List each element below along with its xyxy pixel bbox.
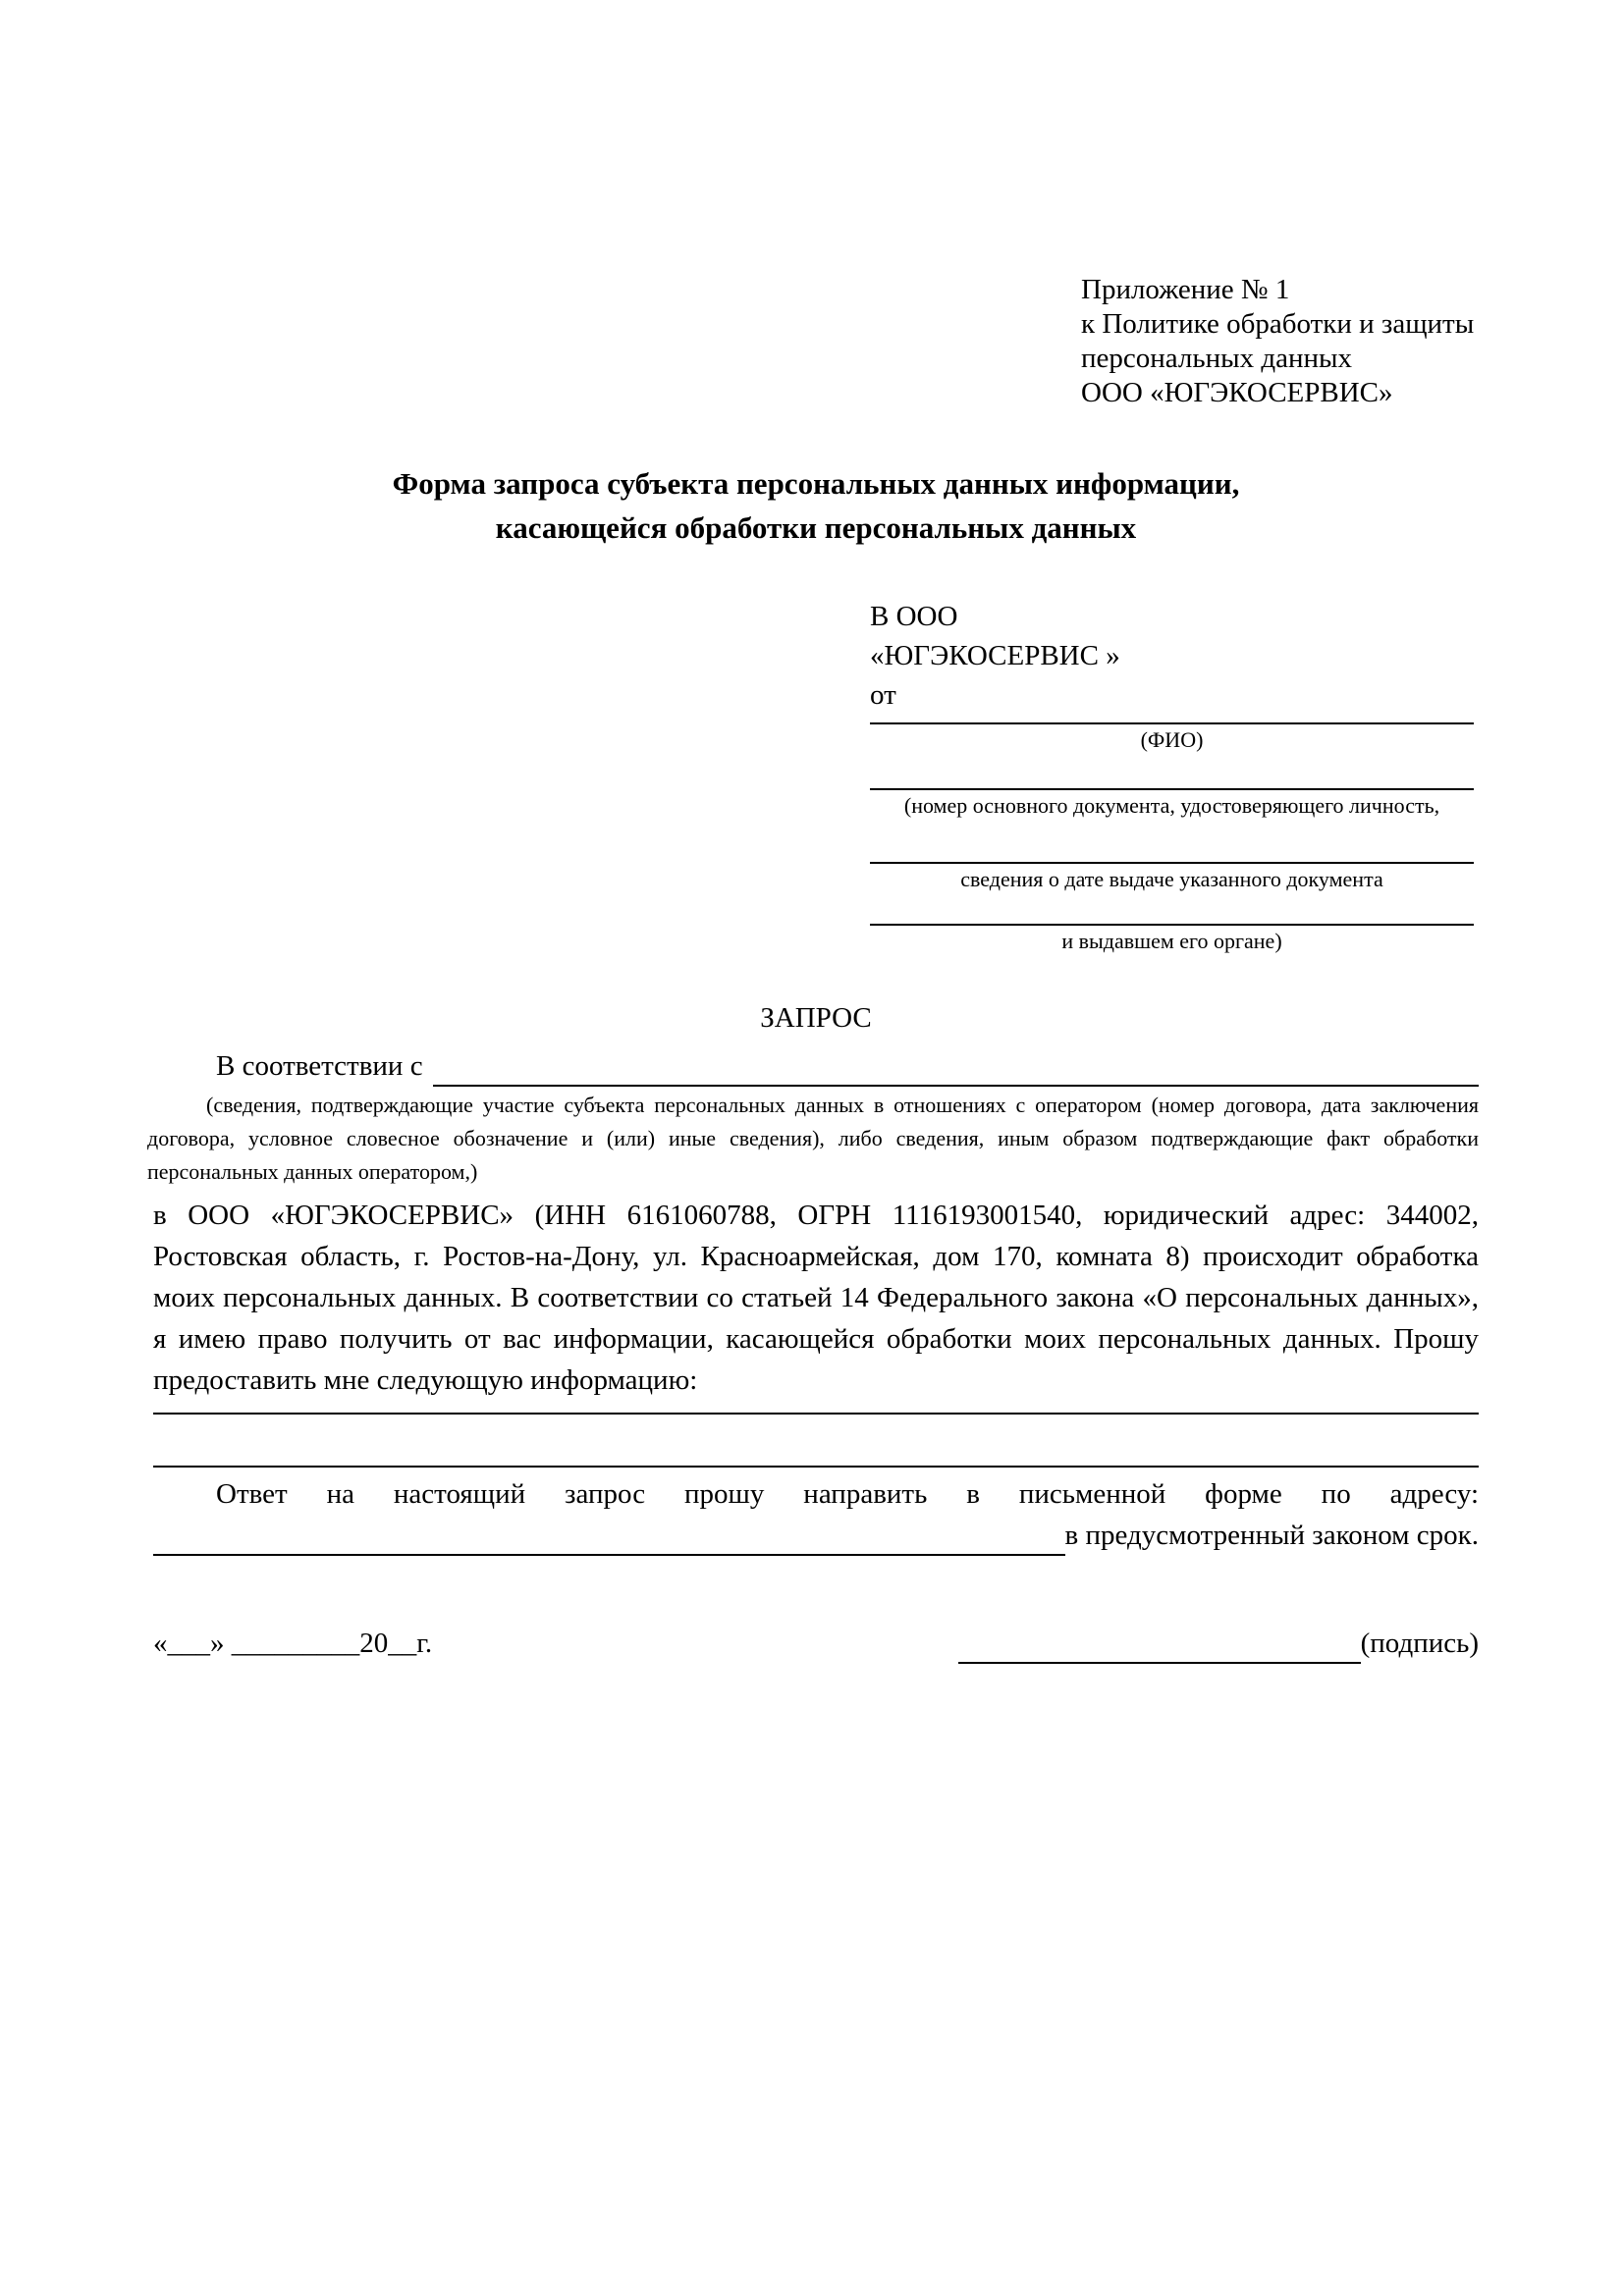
date-signature-row xyxy=(153,1623,1479,1664)
signature-caption: (подпись) xyxy=(1360,1628,1479,1659)
issue-date-blank-field[interactable] xyxy=(870,819,1474,864)
request-body-paragraph: в ООО «ЮГЭКОСЕРВИС» (ИНН 6161060788, ОГРН 1116193001540, юридический адрес: 344002, Ростовская область, г. Ростов-на-Дону, ул. Красноармейская, дом 170, комната 8) происходит обработка моих персональных данных. В соответствии со статьей 14 Федерального закона «О персональных данных», я имею право получить от вас информации, касающейся обработки моих персональных данных. Прошу предоставить мне следующую информацию: xyxy=(153,1200,1479,1396)
page-title xyxy=(153,461,1479,550)
information-blank-line-1[interactable] xyxy=(153,1401,1479,1415)
accordance-blank-field[interactable] xyxy=(433,1049,1479,1087)
information-blank-line-2[interactable] xyxy=(153,1415,1479,1468)
address-blank-field[interactable] xyxy=(153,1519,1065,1556)
address-row xyxy=(153,1515,1479,1556)
signature-group xyxy=(958,1623,1479,1664)
addressee-company-line: «ЮГЭКОСЕРВИС » xyxy=(870,640,1120,671)
answer-tail-text: в предусмотренный законом срок. xyxy=(1064,1520,1479,1551)
issue-date-caption: сведения о дате выдаче указанного документа xyxy=(960,867,1383,891)
annex-line: Приложение № 1 xyxy=(1081,274,1290,305)
signature-blank-field[interactable] xyxy=(958,1627,1361,1664)
date-blank-line[interactable]: «___» _________20__г. xyxy=(153,1628,433,1659)
addressee-from-label: от xyxy=(870,679,896,711)
fio-caption: (ФИО) xyxy=(1140,727,1204,752)
accordance-footnote: (сведения, подтверждающие участие субъекта персональных данных в отношениях с оператором (номер договора, дата заключения договора, условное словесное обозначение и (или) иные сведения), либо сведения, иным образом подтверждающие факт обработки персональных данных оператором,) xyxy=(147,1093,1479,1184)
annex-line: ООО «ЮГЭКОСЕРВИС» xyxy=(1081,377,1393,408)
annex-line: к Политике обработки и защиты xyxy=(1081,308,1475,340)
document-content xyxy=(147,273,1479,1664)
page-title-line: касающейся обработки персональных данных xyxy=(495,510,1137,545)
page-title-line: Форма запроса субъекта персональных данных информации, xyxy=(392,466,1240,501)
fio-blank-field[interactable] xyxy=(870,715,1474,724)
annex-header xyxy=(1081,273,1479,410)
accordance-label: В соответствии с xyxy=(216,1050,423,1082)
addressee-block xyxy=(870,597,1474,954)
addressee-to-line: В ООО xyxy=(870,601,958,632)
document-number-caption: (номер основного документа, удостоверяющего личность, xyxy=(903,793,1440,818)
document-number-blank-field[interactable] xyxy=(870,753,1474,790)
answer-sentence: Ответ на настоящий запрос прошу направить в письменной форме по адресу: xyxy=(216,1478,1479,1510)
request-heading: ЗАПРОС xyxy=(760,1002,872,1034)
annex-line: персональных данных xyxy=(1081,343,1353,374)
issuing-authority-caption: и выдавшем его органе) xyxy=(1061,929,1282,953)
accordance-row xyxy=(153,1045,1479,1087)
issuing-authority-blank-field[interactable] xyxy=(870,892,1474,926)
